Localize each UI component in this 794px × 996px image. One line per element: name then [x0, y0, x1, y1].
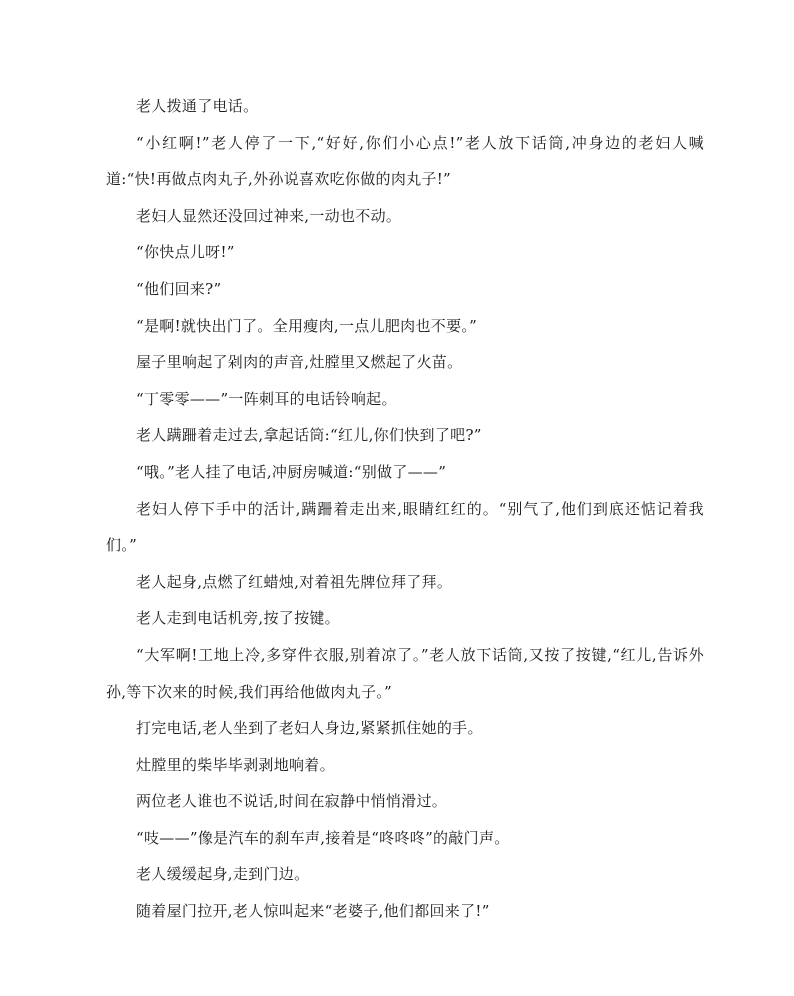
paragraph: 老人缓缓起身,走到门边。	[136, 865, 310, 884]
paragraph: “小红啊!”老人停了一下,“好好,你们小心点!”老人放下话筒,冲身边的老妇人喊道:“快!再做点肉丸子,外孙说喜欢吃你做的肉丸子!”	[106, 133, 704, 189]
paragraph: 老妇人停下手中的活计,蹒跚着走出来,眼睛红红的。“别气了,他们到底还惦记着我们。”	[106, 499, 704, 555]
paragraph: 老人蹒跚着走过去,拿起话筒:“红儿,你们快到了吧?”	[136, 426, 482, 445]
paragraph: 老人起身,点燃了红蜡烛,对着祖先牌位拜了拜。	[136, 572, 453, 591]
paragraph: 屋子里响起了剁肉的声音,灶膛里又燃起了火苗。	[136, 353, 463, 372]
paragraph: 老妇人显然还没回过神来,一动也不动。	[136, 206, 402, 225]
paragraph: “丁零零——”一阵刺耳的电话铃响起。	[136, 389, 397, 408]
paragraph: “吱——”像是汽车的刹车声,接着是“咚咚咚”的敲门声。	[136, 828, 510, 847]
paragraph: 随着屋门拉开,老人惊叫起来“老婆子,他们都回来了!”	[136, 902, 490, 921]
paragraph: 打完电话,老人坐到了老妇人身边,紧紧抓住她的手。	[136, 719, 483, 738]
paragraph: “你快点儿呀!”	[136, 243, 235, 262]
paragraph: “他们回来?”	[136, 279, 222, 298]
paragraph: 两位老人谁也不说话,时间在寂静中悄悄滑过。	[136, 792, 448, 811]
story-text	[106, 88, 704, 930]
paragraph: 老人拨通了电话。	[136, 97, 259, 115]
paragraph: “是啊!就快出门了。全用瘦肉,一点儿肥肉也不要。”	[136, 316, 478, 335]
paragraph: 灶膛里的柴毕毕剥剥地响着。	[136, 755, 335, 774]
paragraph: 老人走到电话机旁,按了按键。	[136, 609, 340, 628]
paragraph: “大军啊!工地上冷,多穿件衣服,别着凉了。”老人放下话筒,又按了按键,“红儿,告诉外孙,等下次来的时候,我们再给他做肉丸子。”	[106, 645, 704, 701]
paragraph: “哦。”老人挂了电话,冲厨房喊道:“别做了——”	[136, 462, 447, 481]
